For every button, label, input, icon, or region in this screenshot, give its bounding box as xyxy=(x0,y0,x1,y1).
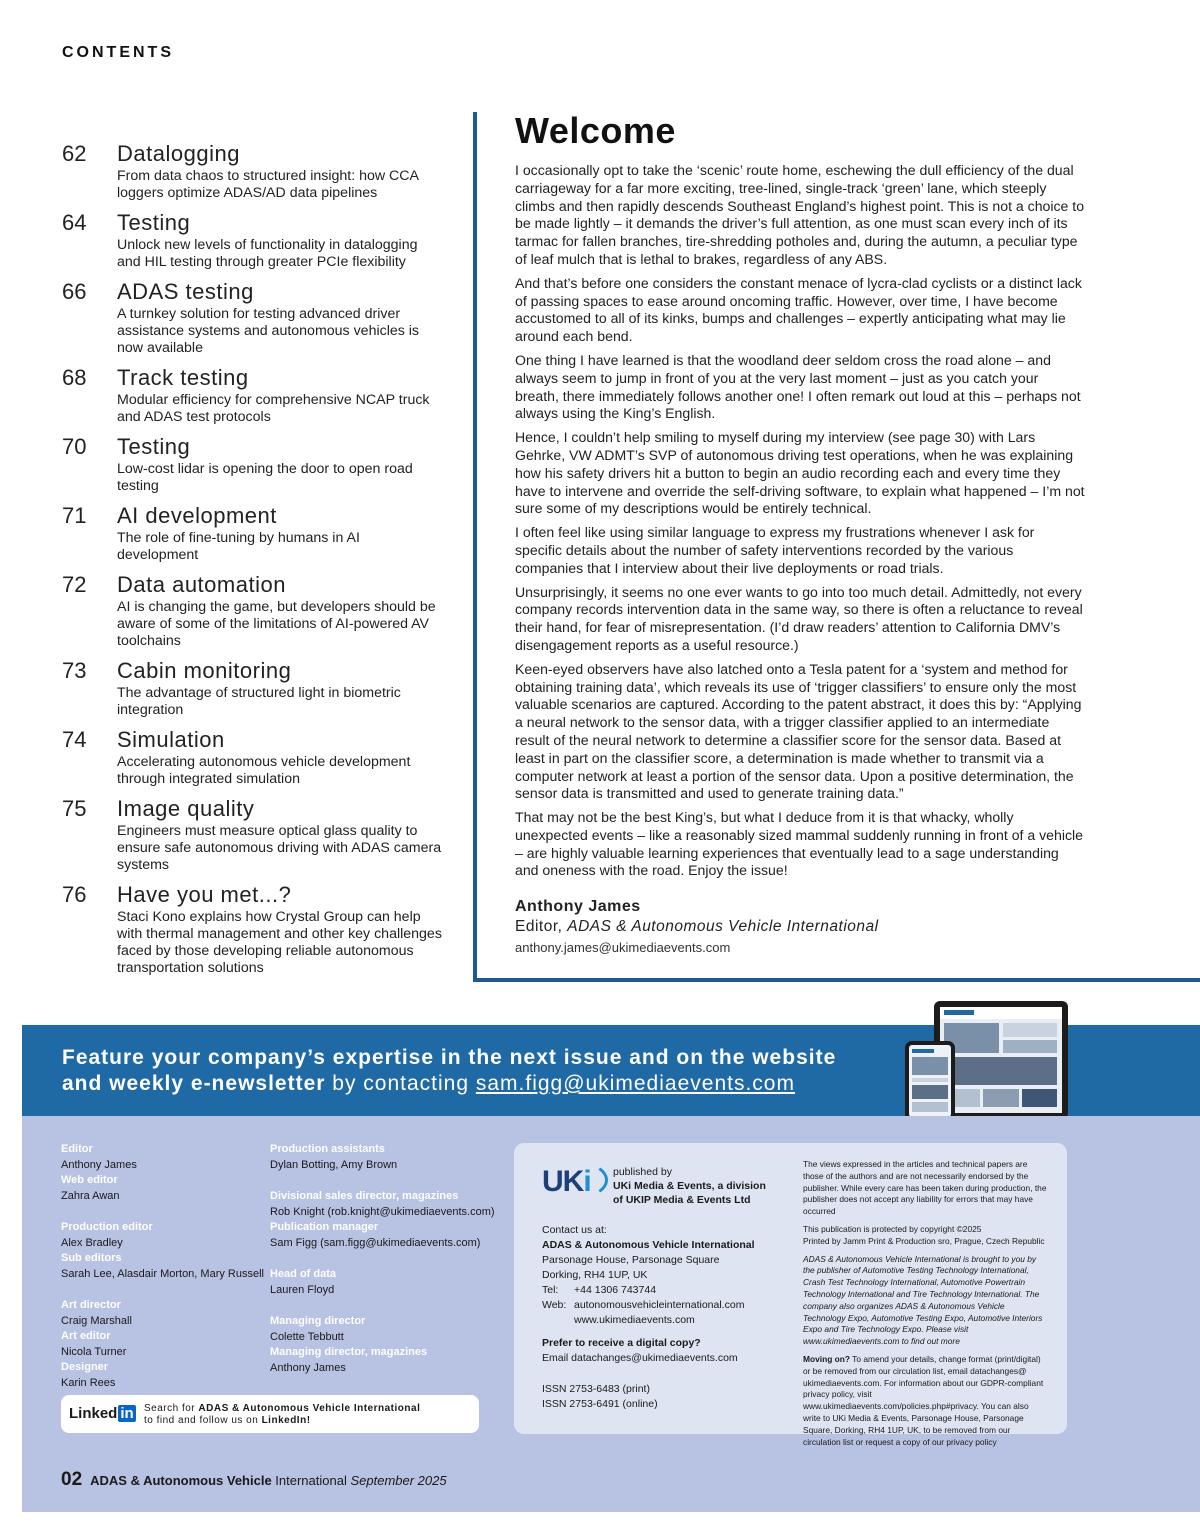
welcome-paragraph: One thing I have learned is that the woodland deer seldom cross the road alone – and always seem to jump in front of you at the very last moment – just as you catch your breath, there immediately follows another one! I often remark out loud at this – perhaps not always using the King’s English. xyxy=(515,351,1081,422)
contents-page-number: 62 xyxy=(62,141,87,166)
linkedin-prompt[interactable] xyxy=(61,1395,479,1433)
contents-item[interactable] xyxy=(62,797,442,874)
credit-name: Anthony James xyxy=(270,1361,346,1374)
contents-page-number: 76 xyxy=(62,882,87,907)
contents-description: Staci Kono explains how Crystal Group can help with thermal management and other key challenges faced by those developing reliable autonomous transportation solutions xyxy=(117,909,442,976)
banner-line-1: Feature your company’s expertise in the next issue and on the website xyxy=(62,1046,837,1069)
contents-page-number: 73 xyxy=(62,658,87,683)
credit-name: Lauren Floyd xyxy=(270,1283,335,1296)
credit-name: Sam Figg (sam.figg@ukimediaevents.com) xyxy=(270,1236,481,1249)
contents-description: From data chaos to structured insight: how CCA loggers optimize ADAS/AD data pipelines xyxy=(117,168,419,201)
welcome-paragraph: Hence, I couldn’t help smiling to myself during my interview (see page 30) with Lars Gehrke, VW ADMT’s SVP of autonomous driving test operations, when he was explaining how his safety drivers hit a button to begin an audio recording each and every time they have to intervene and override the self-driving software, to explain what happened – I’m not sure some of my descriptions would be entirely technical. xyxy=(515,429,1085,517)
contents-description: Modular efficiency for comprehensive NCAP truck and ADAS test protocols xyxy=(117,392,430,425)
contents-page-number: 68 xyxy=(62,365,87,390)
contents-item[interactable] xyxy=(62,659,442,719)
credit-name: Nicola Turner xyxy=(61,1345,127,1358)
signature-name: Anthony James xyxy=(515,898,641,916)
contents-description: The advantage of structured light in biometric integration xyxy=(117,685,401,718)
contents-item[interactable] xyxy=(62,211,442,271)
contents-title: Data automation xyxy=(117,572,286,597)
welcome-paragraph: That may not be the best King’s, but what I deduce from it is that whacky, wholly unexpected events – like a reasonably sized mammal suddenly running in front of a vehicle – are highly valuable learning experiences that eventually lead to a sage understanding and oneness with the road. Enjoy the issue! xyxy=(515,809,1083,879)
credit-role: Managing director xyxy=(270,1315,366,1327)
linkedin-logo-icon: Linked in xyxy=(69,1405,134,1422)
credit-role: Designer xyxy=(61,1361,109,1373)
welcome-bottom-rule xyxy=(473,978,1200,982)
contents-page-number: 74 xyxy=(62,727,87,752)
banner-email-link[interactable]: sam.figg@ukimediaevents.com xyxy=(475,1072,795,1095)
signature-email[interactable]: anthony.james@ukimediaevents.com xyxy=(515,940,731,956)
welcome-rule xyxy=(473,112,477,982)
page-number: 02 xyxy=(61,1469,83,1490)
linkedin-text: Search for ADAS & Autonomous Vehicle International to find and follow us on LinkedIn! xyxy=(144,1403,421,1426)
contents-description: AI is changing the game, but developers should be aware of some of the limitations of AI-powered AV toolchains xyxy=(117,599,436,649)
contents-page-number: 66 xyxy=(62,279,87,304)
credit-role: Web editor xyxy=(61,1174,118,1186)
page-folio: 02 ADAS & Autonomous Vehicle International September 2025 xyxy=(61,1469,447,1490)
contents-item[interactable] xyxy=(62,280,442,357)
credit-role: Art editor xyxy=(61,1330,111,1342)
welcome-paragraph: I occasionally opt to take the ‘scenic’ route home, eschewing the dull efficiency of the dual carriageway for a far more exciting, tree-lined, single-track ‘green’ lane, which steeply climbs and then rapidly descends Southeast England’s highest point. This is not a choice to be made lightly – it demands the driver’s full attention, as one must scan every inch of its tarmac for fallen branches, tire-shredding potholes and, during the autumn, a peculiar type of leaf mulch that is lethal to brakes, regardless of any ABS. xyxy=(515,162,1085,267)
banner-text xyxy=(62,1045,836,1097)
welcome-paragraph: Keen-eyed observers have also latched onto a Tesla patent for a ‘system and method for obtaining training data’, which reveals its use of ‘trigger classifiers’ to ensure only the most valuable scenarios are captured. According to the patent abstract, it does this by: “Applying a neural network to the sensor data, with a trigger classifier applied to an intermediate result of the neural network to determine a classifier score for the sensor data. Based at least in part on the classifier score, a determination is made whether to transmit via a computer network at least a portion of the sensor data. Upon a positive determination, the sensor data is transmitted and used to generate training data.” xyxy=(515,660,1082,802)
contents-item[interactable] xyxy=(62,366,442,426)
publisher-infobox xyxy=(514,1143,1067,1447)
banner-line-2-bold: and weekly e-newsletter xyxy=(62,1072,326,1095)
contents-description: Low-cost lidar is opening the door to open road testing xyxy=(117,461,413,494)
signature-publication: ADAS & Autonomous Vehicle International xyxy=(567,918,879,936)
credits-column-left xyxy=(61,1142,281,1391)
published-by: published by UKi Media & Events, a division of UKIP Media & Events Ltd xyxy=(613,1166,766,1206)
contents-title: Simulation xyxy=(117,727,225,752)
credit-role: Art director xyxy=(61,1299,121,1311)
welcome-paragraph: Unsurprisingly, it seems no one ever wants to go into too much detail. Admittedly, not every company records intervention data in the same way, so there is often a reluctance to reveal their hand, for fear of misrepresentation. (I’d draw readers’ attention to California DMV’s disengagement reports as a useful resource.) xyxy=(515,583,1083,653)
contents-title: Testing xyxy=(117,210,191,235)
contents-description: The role of fine-tuning by humans in AI development xyxy=(117,530,360,563)
website-link-2[interactable]: www.ukimediaevents.com xyxy=(574,1314,695,1326)
contents-page-number: 70 xyxy=(62,434,87,459)
contents-description: Engineers must measure optical glass quality to ensure safe autonomous driving with ADAS camera systems xyxy=(117,823,442,873)
contents-item[interactable] xyxy=(62,883,442,977)
credit-role: Sub editors xyxy=(61,1252,122,1264)
contents-page-number: 64 xyxy=(62,210,87,235)
legal-notice: The views expressed in the articles and technical papers are those of the authors and are not necessarily endorsed by the publisher. While every care has been taken during production, the publisher does not accept any liability for errors that may have occurred This publication is protected by copyright ©2025 Printed by Jamm Print & Production sro, Prague, Czech Republic ADAS & Autonomous Vehicle International is brought to you by the publisher of Automotive Testing Technology International, Crash Test Technology International, Automotive Powertrain Technology International and Tire Technology International. The company also organizes ADAS & Autonomous Vehicle Technology Expo, Automotive Testing Expo, Automotive Interiors Expo and Tire Technology Expo. Please visit www.ukimediaevents.com to find out more Moving on? To amend your details, change format (print/digital) or be removed from our circulation list, email datachanges@ ukimediaevents.com. For information about our GDPR-compliant privacy policy, visit www.ukimediaevents.com/policies.php#privacy. You can also write to UKi Media & Events, Parsonage House, Parsonage Square, Dorking, RH4 1UP, UK, to be removed from our circulation list or request a copy of our privacy policy xyxy=(803,1159,1047,1447)
contents-title: Image quality xyxy=(117,796,255,821)
contents-title: AI development xyxy=(117,503,277,528)
welcome-paragraph: And that’s before one considers the constant menace of lycra-clad cyclists or a distinct lack of passing spaces to ease around oncoming traffic. However, over time, I have become accustomed to all of its kinks, bumps and challenges – expertly anticipating what may lie around each bend. xyxy=(515,274,1082,345)
welcome-paragraph: I often feel like using similar language to express my frustrations whenever I ask for specific details about the number of safety interventions recorded by the various companies that I interview about their live deployments or road trials. xyxy=(515,524,1035,576)
contents-title: ADAS testing xyxy=(117,279,254,304)
contents-item[interactable] xyxy=(62,504,442,564)
section-label: CONTENTS xyxy=(62,44,174,61)
credits-column-right xyxy=(270,1142,530,1376)
welcome-heading: Welcome xyxy=(515,110,676,151)
welcome-body xyxy=(515,162,1085,880)
credit-name: Sarah Lee, Alasdair Morton, Mary Russell xyxy=(61,1267,264,1280)
banner-line-2: by contacting xyxy=(325,1072,476,1095)
credit-name: Zahra Awan xyxy=(61,1189,120,1202)
contents-page-number: 75 xyxy=(62,796,87,821)
credit-name: Karin Rees xyxy=(61,1376,116,1389)
credit-name: Dylan Botting, Amy Brown xyxy=(270,1158,398,1171)
credit-role: Head of data xyxy=(270,1268,337,1280)
signature-role: Editor, ADAS & Autonomous Vehicle International xyxy=(515,918,879,936)
contents-title: Testing xyxy=(117,434,191,459)
contents-page-number: 71 xyxy=(62,503,87,528)
credit-role: Divisional sales director, magazines xyxy=(270,1190,459,1202)
contact-details: Contact us at: ADAS & Autonomous Vehicle International Parsonage House, Parsonage Square Dorking, RH4 1UP, UK Tel: +44 1306 743744 Web: autonomousvehicleinternational.com www.ukimediaevents.com Prefer to receive a digital copy? Email datachanges@ukimediaevents.com ISSN 2753-6483 (print) ISSN 2753-6491 (online) xyxy=(542,1223,782,1412)
contents-item[interactable] xyxy=(62,435,442,495)
phone-illustration xyxy=(905,1041,955,1121)
contents-title: Track testing xyxy=(117,365,249,390)
contents-item[interactable] xyxy=(62,142,442,202)
credit-name: Colette Tebbutt xyxy=(270,1330,344,1343)
credit-name: Craig Marshall xyxy=(61,1314,132,1327)
contents-description: Accelerating autonomous vehicle development through integrated simulation xyxy=(117,754,411,787)
credit-name: Alex Bradley xyxy=(61,1236,123,1249)
credit-role: Production editor xyxy=(61,1221,153,1233)
credit-name: Rob Knight (rob.knight@ukimediaevents.com) xyxy=(270,1205,495,1218)
contents-title: Have you met...? xyxy=(117,882,292,907)
credit-role: Editor xyxy=(61,1143,93,1155)
contents-description: Unlock new levels of functionality in datalogging and HIL testing through greater PCIe flexibility xyxy=(117,237,418,270)
credit-role: Production assistants xyxy=(270,1143,385,1155)
credit-name: Anthony James xyxy=(61,1158,137,1171)
contents-item[interactable] xyxy=(62,573,442,650)
digital-copy-email[interactable]: Email datachanges@ukimediaevents.com xyxy=(542,1352,738,1364)
credit-role: Publication manager xyxy=(270,1221,379,1233)
credit-role: Managing director, magazines xyxy=(270,1346,428,1358)
contents-list xyxy=(62,142,442,986)
uki-logo: UKi xyxy=(542,1165,591,1198)
welcome-editorial xyxy=(515,110,1085,955)
contents-title: Cabin monitoring xyxy=(117,658,292,683)
phone-number[interactable]: +44 1306 743744 xyxy=(574,1284,657,1296)
contents-description: A turnkey solution for testing advanced driver assistance systems and autonomous vehicles is now available xyxy=(117,306,420,356)
contents-title: Datalogging xyxy=(117,141,240,166)
contents-page-number: 72 xyxy=(62,572,87,597)
contents-item[interactable] xyxy=(62,728,442,788)
website-link[interactable]: autonomousvehicleinternational.com xyxy=(574,1299,745,1311)
